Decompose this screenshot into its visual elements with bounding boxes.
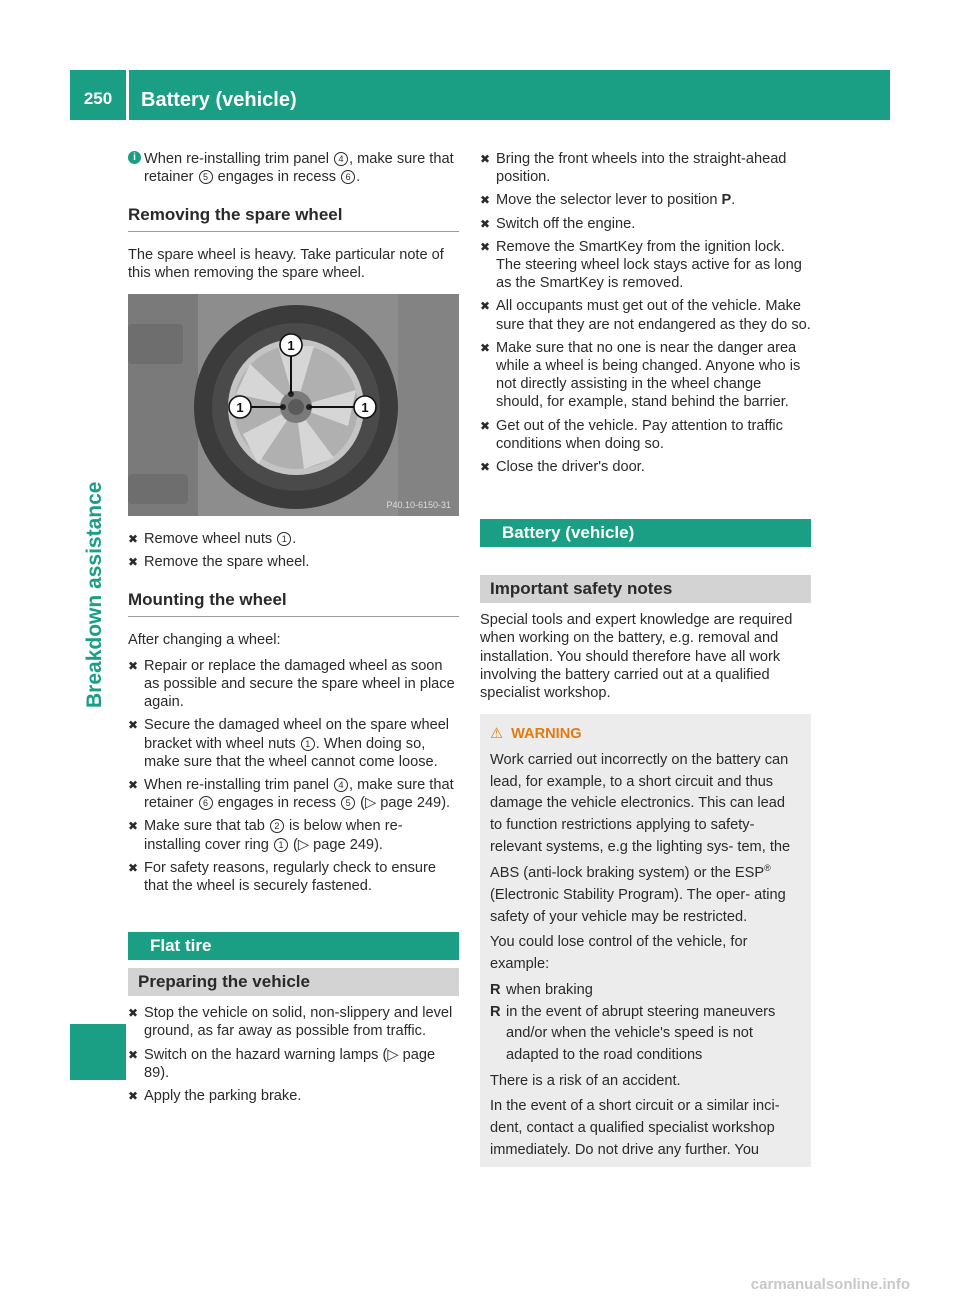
step-arrow-icon: ✖ (480, 152, 491, 166)
warning-title: ⚠ WARNING (490, 726, 582, 743)
figure-callout-number: 1 (361, 400, 369, 416)
header-divider (126, 70, 129, 120)
step-arrow-icon: ✖ (128, 658, 139, 673)
bullet-icon: R (490, 1003, 501, 1020)
step-item: ✖ Make sure that no one is near the danger area while a wheel is being changed. Anyone who is not directly assisting in the wheel change should, for example, stand behind the barrier. (480, 339, 801, 411)
step-item: ✖ Remove the SmartKey from the ignition lock. The steering wheel lock stays active for as long as the SmartKey is removed. (480, 238, 802, 292)
spare-wheel-illustration (128, 294, 459, 516)
warning-box (480, 714, 811, 1167)
section-banner-battery: Battery (vehicle) (480, 519, 811, 547)
page-title: Battery (vehicle) (141, 89, 297, 111)
figure-callout-number: 1 (236, 400, 244, 416)
subsection-banner-safety-notes: Important safety notes (480, 575, 811, 603)
warning-bullet: R when braking (490, 980, 801, 1002)
step-arrow-icon: ✖ (128, 532, 139, 547)
step-arrow-icon: ✖ (480, 216, 491, 231)
step-arrow-icon: ✖ (128, 860, 139, 875)
step-arrow-icon: ✖ (480, 299, 491, 314)
mounting-intro: After changing a wheel: (128, 631, 281, 648)
step-arrow-icon: ✖ (128, 1006, 139, 1021)
figure-callout-number: 1 (287, 338, 295, 354)
warning-bullet: R in the event of abrupt steering maneuvers and/or when the vehicle's speed is not adapted to the road conditions (490, 1003, 776, 1063)
page-reference-link[interactable]: ▷ page 249 (365, 795, 442, 812)
step-item: ✖ Bring the front wheels into the straight-ahead position. (480, 151, 787, 186)
step-arrow-icon: ✖ (128, 718, 139, 733)
section-side-label: Breakdown assistance (83, 481, 106, 708)
step-arrow-icon: ✖ (128, 555, 139, 570)
right-column (480, 150, 811, 1167)
section-banner-flat-tire: Flat tire (128, 932, 459, 960)
step-item: ✖ Repair or replace the damaged wheel as soon as possible and secure the spare wheel in place again. (128, 657, 455, 711)
step-arrow-icon: ✖ (128, 819, 139, 834)
step-item: ✖ When re-installing trim panel 4 , make sure that retainer 6 engages in recess 5 (▷ page 249). (128, 777, 454, 812)
step-item: ✖ For safety reasons, regularly check to ensure that the wheel is securely fastened. (128, 859, 437, 895)
step-arrow-icon: ✖ (480, 340, 491, 355)
page-reference-link[interactable]: ▷ page 249 (297, 836, 375, 853)
callout-number: 4 (334, 152, 348, 166)
info-icon: i (128, 151, 141, 164)
heading-removing-spare-wheel: Removing the spare wheel (128, 206, 459, 231)
callout-number: 5 (199, 170, 213, 184)
step-arrow-icon: ✖ (480, 239, 491, 254)
warning-triangle-icon: ⚠ (490, 726, 504, 743)
figure-code: P40.10-6150-31 (386, 500, 451, 511)
step-item: ✖ Switch off the engine. (480, 215, 636, 232)
spare-wheel-figure (128, 294, 459, 516)
callout-number: 6 (341, 170, 355, 184)
step-item: ✖ Stop the vehicle on solid, non-slippery and level ground, as far away as possible from traffic. (128, 1005, 453, 1040)
warning-para-2: You could lose control of the vehicle, for example: (490, 934, 748, 973)
step-arrow-icon: ✖ (480, 193, 491, 208)
step-arrow-icon: ✖ (480, 418, 491, 433)
step-item: ✖ Move the selector lever to position P. (480, 192, 736, 209)
step-item: ✖ Secure the damaged wheel on the spare wheel bracket with wheel nuts 1 . When doing so, make sure that the wheel cannot come loose. (128, 717, 450, 770)
section-side-tab (70, 1024, 126, 1080)
safety-paragraph: Special tools and expert knowledge are required when working on the battery, e.g. removal and installation. You should therefore have all work involving the battery carried out at a qualified specialist workshop. (480, 612, 793, 702)
step-arrow-icon: ✖ (128, 778, 139, 793)
info-note: i When re-installing trim panel 4 , make sure that retainer 5 engages in recess 6 . (128, 150, 459, 186)
warning-para-4: In the event of a short circuit or a similar inci- dent, contact a qualified specialist workshop immediately. Do not drive any further. You (490, 1098, 780, 1158)
step-item: ✖ Close the driver's door. (480, 459, 645, 476)
step-arrow-icon: ✖ (128, 1089, 139, 1104)
selector-position: P (721, 192, 732, 209)
bullet-icon: R (490, 981, 501, 998)
left-column (128, 150, 459, 1110)
step-item: ✖ All occupants must get out of the vehicle. Make sure that they are not endangered as they do so. (480, 298, 811, 333)
subsection-banner-preparing: Preparing the vehicle (128, 968, 459, 996)
warning-para-1: Work carried out incorrectly on the battery can lead, for example, to a short circuit and thus damage the vehicle electronics. This can lead to function restrictions applying to safety-relevant systems, e.g the lighting sys- tem, the ABS (anti-lock braking system) or the ESP® (Electronic Stability Program). The oper- ating safety of your vehicle may be restricted. (490, 751, 791, 925)
step-item: ✖ Remove wheel nuts 1 . (128, 531, 297, 548)
removing-paragraph: The spare wheel is heavy. Take particular note of this when removing the spare wheel. (128, 246, 444, 281)
page-number: 250 (83, 89, 113, 108)
heading-mounting-wheel: Mounting the wheel (128, 591, 459, 616)
step-item: ✖ Remove the spare wheel. (128, 554, 310, 571)
step-arrow-icon: ✖ (128, 1047, 139, 1062)
warning-para-3: There is a risk of an accident. (490, 1072, 681, 1089)
step-item: ✖ Make sure that tab 2 is below when re-installing cover ring 1 (▷ page 249). (128, 818, 403, 853)
step-arrow-icon: ✖ (480, 460, 491, 475)
step-item: ✖ Get out of the vehicle. Pay attention to traffic conditions when doing so. (480, 417, 783, 452)
step-item: ✖ Apply the parking brake. (128, 1088, 302, 1105)
step-item: ✖ Switch on the hazard warning lamps (▷ page 89). (128, 1046, 436, 1081)
